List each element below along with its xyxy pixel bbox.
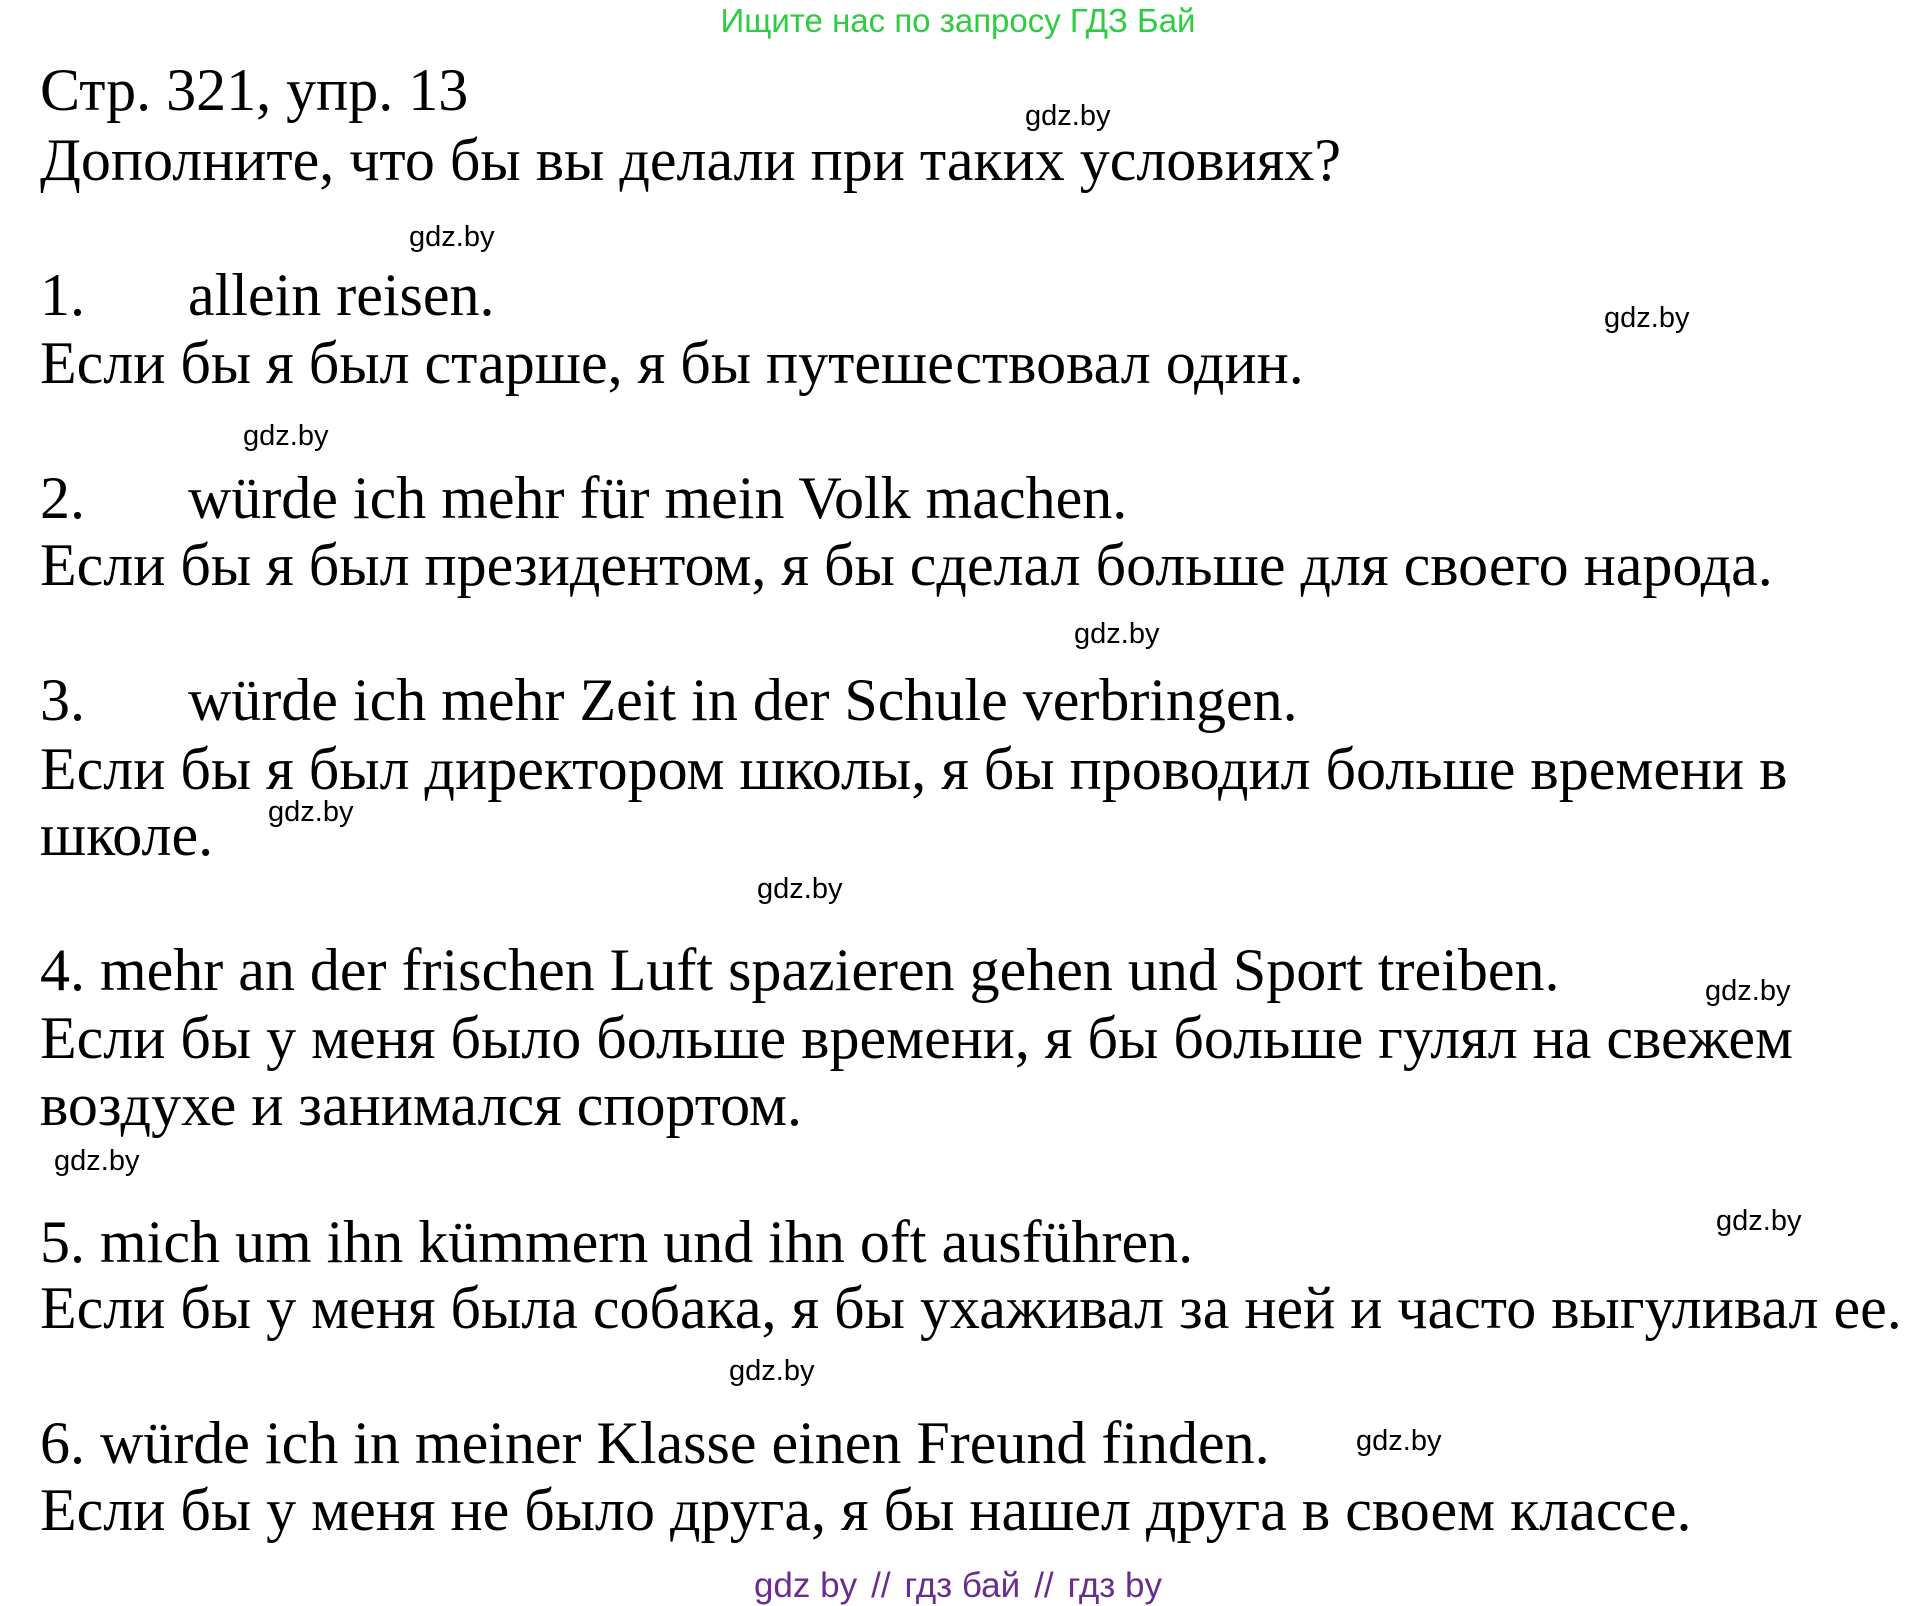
item-2-german (40, 465, 1128, 531)
task-heading: Дополните, что бы вы делали при таких условиях? (40, 127, 1341, 193)
watermark: gdz.by (243, 420, 329, 452)
item-1-german-text: allein reisen. (188, 262, 495, 328)
watermark: gdz.by (1025, 100, 1111, 132)
item-5-german: 5. mich um ihn kümmern und ihn oft ausführen. (40, 1209, 1194, 1275)
item-3-german-text: würde ich mehr Zeit in der Schule verbringen. (188, 667, 1298, 733)
footer-separator: // (1034, 1566, 1054, 1605)
watermark: gdz.by (757, 873, 843, 905)
item-4-russian-line-2: воздухе и занимался спортом. (40, 1072, 802, 1138)
item-5-russian: Если бы у меня была собака, я бы ухаживал за ней и часто выгуливал ее. (40, 1275, 1902, 1341)
footer-link-gdz-bai[interactable]: гдз бай (904, 1566, 1021, 1605)
top-banner: Ищите нас по запросу ГДЗ Бай (720, 2, 1196, 39)
watermark: gdz.by (268, 796, 354, 828)
item-2-russian: Если бы я был президентом, я бы сделал больше для своего народа. (40, 532, 1773, 598)
watermark: gdz.by (729, 1355, 815, 1387)
page-reference: Стр. 321, упр. 13 (40, 57, 469, 123)
item-6-german: 6. würde ich in meiner Klasse einen Freund finden. (40, 1410, 1270, 1476)
item-1-german (40, 262, 495, 328)
item-1-russian: Если бы я был старше, я бы путешествовал один. (40, 330, 1304, 396)
item-3-russian-line-1: Если бы я был директором школы, я бы проводил больше времени в (40, 736, 1788, 802)
watermark: gdz.by (54, 1145, 140, 1177)
footer-links (0, 1566, 1916, 1606)
watermark: gdz.by (1705, 975, 1791, 1007)
item-3-russian-line-2: школе. (40, 802, 214, 868)
watermark: gdz.by (1716, 1205, 1802, 1237)
item-3-german (40, 667, 1298, 733)
item-1-number: 1. (40, 262, 85, 328)
watermark: gdz.by (409, 221, 495, 253)
item-2-number: 2. (40, 465, 85, 531)
item-3-number: 3. (40, 667, 85, 733)
watermark: gdz.by (1074, 618, 1160, 650)
item-4-russian-line-1: Если бы у меня было больше времени, я бы больше гулял на свежем (40, 1005, 1793, 1071)
item-6-russian: Если бы у меня не было друга, я бы нашел друга в своем классе. (40, 1477, 1692, 1543)
watermark: gdz.by (1604, 302, 1690, 334)
watermark: gdz.by (1356, 1425, 1442, 1457)
footer-link-gdz-by[interactable]: gdz by (753, 1566, 858, 1605)
footer-link-gdz-by-cyr[interactable]: гдз by (1067, 1566, 1163, 1605)
item-4-german: 4. mehr an der frischen Luft spazieren gehen und Sport treiben. (40, 937, 1560, 1003)
footer-separator: // (871, 1566, 891, 1605)
item-2-german-text: würde ich mehr für mein Volk machen. (188, 465, 1128, 531)
